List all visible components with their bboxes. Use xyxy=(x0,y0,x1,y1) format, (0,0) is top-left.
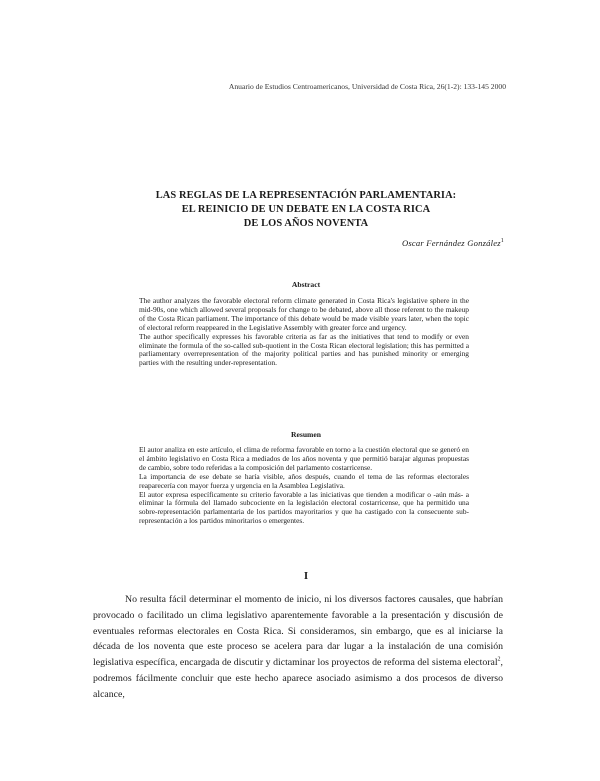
author-text: Oscar Fernández González xyxy=(401,238,501,248)
abstract-body xyxy=(139,297,469,368)
resumen-heading: Resumen xyxy=(291,430,321,439)
main-text xyxy=(93,592,503,703)
body-paragraph xyxy=(93,592,503,703)
footnote-marker: 2 xyxy=(497,656,501,663)
resumen-paragraph: El autor expresa específicamente su criterio favorable a las iniciativas que tienden a modificar o -aún más- a eliminar la fórmula del llamado subcociente en la legislación electoral costarricense, que ha permitido una sobre-representación parlamentaria de los partidos mayoritarios y que ha castigado con la consecuente sub-representación a los partidos minoritarios o emergentes. xyxy=(139,489,469,526)
journal-citation: Anuario de Estudios Centroamericanos, Universidad de Costa Rica, 26(1-2): 133-145 2000 xyxy=(228,82,506,91)
resumen-paragraph: El autor analiza en este artículo, el clima de reforma favorable en torno a la cuestión electoral que se generó en el ámbito legislativo en Costa Rica a mediados de los años noventa y que permitió barajar algunas propuestas de cambio, sobre todo referidas a la composición del parlamento costarricense. xyxy=(139,445,469,472)
resumen-paragraph: La importancia de ese debate se haría visible, años después, cuando el tema de las reformas electorales reaparecería con mayor fuerza y urgencia en la Asamblea Legislativa. xyxy=(139,471,469,490)
author-name xyxy=(300,238,504,248)
footnote-marker: 1 xyxy=(500,238,504,245)
title-line: LAS REGLAS DE LA REPRESENTACIÓN PARLAMENTARIA: xyxy=(155,190,457,201)
title-line: DE LOS AÑOS NOVENTA xyxy=(243,218,369,229)
resumen-body xyxy=(139,446,469,526)
title-line: EL REINICIO DE UN DEBATE EN LA COSTA RICA xyxy=(181,204,431,215)
abstract-paragraph: The author specifically expresses his favorable criteria as far as the initiatives that tend to modify or even eliminate the formula of the so-called sub-quotient in the Costa Rican electoral legislation; this has permitted a parliamentary overrepresentation of the majority political parties and has punished minority or emerging parties with the resulting under-representation. xyxy=(139,331,469,368)
article-title xyxy=(118,189,494,231)
abstract-heading: Abstract xyxy=(291,280,321,289)
body-text: No resulta fácil determinar el momento de inicio, ni los diversos factores causales, que habrían provocado o facilitado un clima legislativo aparentemente favorable a la presentación y discusión de eventuales reformas electorales en Costa Rica. Si consideramos, sin embargo, que es al iniciarse la década de los noventa que este proceso se acelera para dar lugar a la instalación de una comisión legislativa específica, encargada de discutir y dictaminar los proyectos de reforma del sistema electoral xyxy=(93,594,503,669)
abstract-paragraph: The author analyzes the favorable electoral reform climate generated in Costa Rica's legislative sphere in the mid-90s, one which allowed several proposals for change to be debated, above all those referent to the makeup of the Costa Rican parliament. The importance of this debate would be made visible years later, when the topic of electoral reform reappeared in the Legislative Assembly with greater force and urgency. xyxy=(139,296,469,332)
body-text-continued: , podremos fácilmente concluir que este hecho aparece asociado asimismo a dos procesos de diverso alcance, xyxy=(93,657,503,700)
section-number: I xyxy=(303,570,309,582)
